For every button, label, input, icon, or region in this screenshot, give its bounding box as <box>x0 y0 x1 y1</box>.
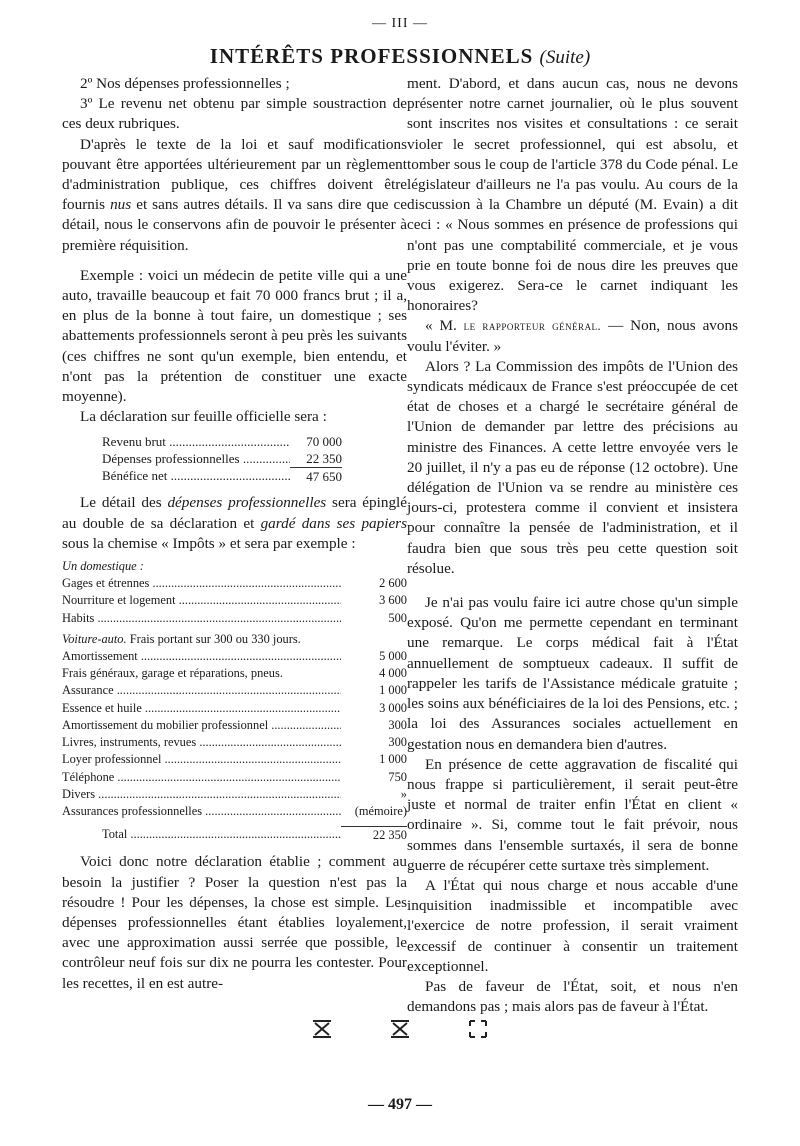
table-row: Gages et étrennes ..... 2 600 <box>62 575 407 592</box>
row-label: Dépenses professionnelles ..... <box>102 450 290 467</box>
ornament-row <box>0 1018 800 1040</box>
page-folio: — III — <box>372 16 428 31</box>
paragraph: Je n'ai pas voulu faire ici autre chose qu'un simple exposé. Qu'on me permette cependant en terminant une remarque. Le corps médical fait à l'État annuellement de somptueux cadeaux. Il suffit de rappeler les tarifs de l'Assistance médicale gratuite ; les soins aux bénéficiaires de la loi des Pensions, etc. ; la loi des Assurances sociales actuellement en gestation nous en demandera bien d'autres. <box>407 594 738 753</box>
table-row: Divers ..... » <box>62 786 407 803</box>
row-label: Bénéfice net ..... <box>102 467 290 485</box>
table-row: Assurances professionnelles ..... (mémoire) <box>62 803 407 820</box>
table-row: Loyer professionnel ..... 1 000 <box>62 751 407 768</box>
table-row: Assurance ..... 1 000 <box>62 682 407 699</box>
page-title <box>0 44 800 69</box>
paragraph: D'après le texte de la loi et sauf modifications pouvant être apportées ultérieurement par un règlement d'administration publique, ces chiffres doivent être fournis nus et sans autres détails. Il va sans dire que ce détail, nous le conservons afin de pouvoir le présenter à première réquisition. <box>62 135 408 254</box>
table-row: Amortissement du mobilier professionnel ..... 300 <box>62 717 407 734</box>
table-row <box>102 433 342 450</box>
expenses-table <box>62 558 407 844</box>
paragraph: Voici donc notre déclaration établie ; comment au besoin la justifier ? Poser la question n'est pas la résoudre ! Pour les dépenses, la chose est simple. Les dépenses professionnelles étant établies loyalement, avec une approximation aussi serrée que possible, le contrôleur neuf fois sur dix ne pourra les contester. Pour les recettes, il en est autre- <box>62 853 407 992</box>
expenses-heading: Voiture-auto. Frais portant sur 300 ou 330 jours. <box>62 631 301 646</box>
paragraph: « M. le rapporteur général. — Non, nous avons voulu l'éviter. » <box>407 317 738 355</box>
paragraph: 2º Nos dépenses professionnelles ; <box>80 75 290 92</box>
table-row: Amortissement ..... 5 000 <box>62 648 407 665</box>
table-row: Habits ..... 500 <box>62 610 407 627</box>
paragraph: Pas de faveur de l'État, soit, et nous n'en demandons pas ; mais alors pas de faveur à l'État. <box>407 977 738 1016</box>
section-title: INTÉRÊTS PROFESSIONNELS <box>209 44 534 68</box>
table-row: Téléphone ..... 750 <box>62 769 407 786</box>
paragraph: Le détail des dépenses professionnelles sera épinglé au double de sa déclaration et gardé dans ses papiers sous la chemise « Impôts » et sera par exemple : <box>62 494 408 552</box>
paragraph: En présence de cette aggravation de fiscalité qui nous frappe si particulièrement, il serait peut-être juste et normal de traiter enfin l'État en client « ordinaire ». Si, comme tout le fait prévoir, nous sommes dans l'ensemble surtaxés, il sera de bonne guerre de récupérer cette surtaxe très simplement. <box>407 755 738 874</box>
expenses-heading: Un domestique : <box>62 559 144 574</box>
right-column <box>407 74 738 1017</box>
paragraph: 3º Le revenu net obtenu par simple soustraction de ces deux rubriques. <box>62 95 407 133</box>
left-column <box>62 74 407 994</box>
table-row: Frais généraux, garage et réparations, pneus. 4 000 <box>62 666 407 681</box>
paragraph: A l'État qui nous charge et nous accable d'une inquisition inadmissible et incompatible avec l'exercice de notre profession, il serait vraiment excessif de continuer à consentir un traitement exceptionnel. <box>407 876 738 975</box>
page-number: — 497 — <box>368 1096 432 1113</box>
revenue-table <box>102 433 342 485</box>
paragraph: ment. D'abord, et dans aucun cas, nous ne devons présenter notre carnet journalier, où le plus souvent sont inscrites nos visites et consultations : ce serait violer le secret professionnel, qui est absolu, et tomber sous le coup de l'article 378 du Code pénal. Le législateur d'ailleurs ne l'a pas voulu. Au cours de la discussion à la Chambre un député (M. Evain) a dit ceci : « Nous sommes en présence de professions qui n'ont pas une comptabilité commerciale, et je vous prie en toute bonne foi de nous dire les preuves que vous exigerez. Sera-ce le carnet indiquant les honoraires? <box>407 75 738 315</box>
ornament-icon <box>467 1018 489 1040</box>
table-row: Livres, instruments, revues ..... 300 <box>62 734 407 751</box>
row-label: Revenu brut ..... <box>102 433 290 450</box>
row-value: 22 350 <box>306 451 342 467</box>
paragraph: La déclaration sur feuille officielle sera : <box>80 408 327 426</box>
paragraph: Exemple : voici un médecin de petite ville qui a une auto, travaille beaucoup et fait 70 000 francs brut ; il a, en plus de la bonne à tout faire, un domestique ; ses abattements professionnels seront à peu près les suivants (ces chiffres ne sont qu'un exemple, bien entendu, et n'ont pas la prétention de constituer une exacte moyenne). <box>62 266 407 406</box>
row-value: 70 000 <box>306 434 342 450</box>
table-row: Nourriture et logement ..... 3 600 <box>62 592 407 609</box>
table-row-total: Total ..... 22 350 <box>62 826 407 844</box>
ornament-icon <box>311 1018 333 1040</box>
section-title-suffix: (Suite) <box>539 47 591 68</box>
table-row <box>102 467 342 485</box>
row-value: 47 650 <box>290 467 342 485</box>
table-row: Essence et huile ..... 3 000 <box>62 700 407 717</box>
paragraph: Alors ? La Commission des impôts de l'Union des syndicats médicaux de France s'est préoccupée de cet état de choses et a chargé le secrétaire général de l'Union de demander par lettre des précisions au ministre des Finances. A cette lettre envoyée vers le 20 juillet, il n'y a pas eu de réponse (12 octobre). Une délégation de l'Union va se rendre au ministère ces jours-ci, protestera comme il convient et insistera pour connaître la pensée de l'administration, et il faudra bien que sous très peu cette question soit résolue. <box>407 357 738 577</box>
table-row <box>102 450 342 467</box>
ornament-icon <box>389 1018 411 1040</box>
